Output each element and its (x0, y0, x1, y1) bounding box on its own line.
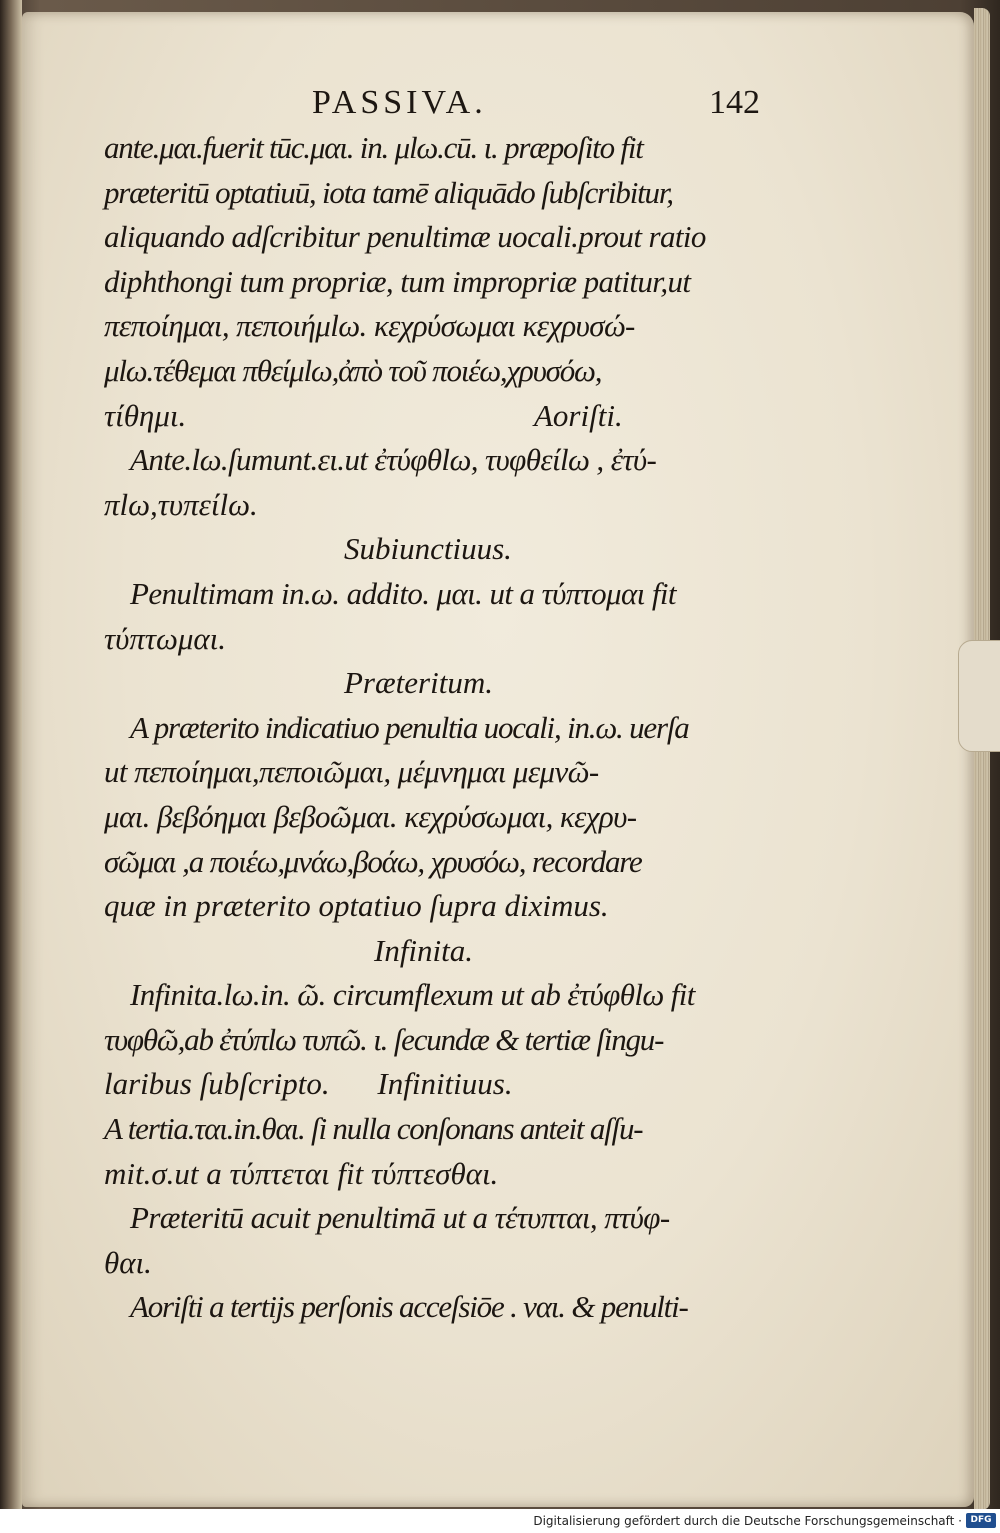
page-header (100, 80, 760, 130)
page-number: 142 (709, 84, 760, 121)
book-spine (0, 0, 22, 1533)
text-line: præteritū optatiuū, iota tamē aliquādo ſubſcribitur, (104, 174, 673, 210)
text-line: quæ in præterito optatiuo ſupra diximus. (104, 888, 609, 924)
section-heading: Infinitiuus. (377, 1066, 513, 1102)
footer-bar (0, 1509, 1000, 1533)
text-line: πlω,τυπείlω. (104, 486, 258, 522)
running-title: PASSIVA. (312, 84, 487, 121)
section-heading: Subiunctiuus. (344, 531, 512, 567)
text-line: Penultimam in.ω. addito. μαι. ut a τύπτομαι fit (130, 575, 676, 611)
text-line: θαι. (104, 1244, 152, 1280)
section-heading: Aoriſti. (534, 397, 623, 433)
body-text (104, 126, 769, 1330)
text-line: τυφθῶ,ab ἐτύπlω τυπῶ. ι. ſecundæ & tertiæ ſingu- (104, 1021, 664, 1057)
text-line: A tertia.ται.in.θαι. ſi nulla conſonans anteit aſſu- (104, 1111, 643, 1147)
text-line: μlω.τέθεμαι πθείμlω,ἀπὸ τοῦ ποιέω,χρυσόω, (104, 352, 602, 388)
page-tab (958, 640, 1000, 752)
text-line: σῶμαι ,a ποιέω,μνάω,βοάω, χρυσόω, recordare (104, 843, 642, 879)
text-line: τύπτωμαι. (104, 620, 227, 656)
text-line: Præteritū acuit penultimā ut a τέτυπται, πτύφ- (130, 1200, 670, 1236)
page-edge (974, 8, 990, 1510)
text-line: μαι. βεβόημαι βεβοῶμαι. κεχρύσωμαι, κεχρυ- (104, 798, 637, 834)
text-line: πεποίημαι, πεποιήμlω. κεχρύσωμαι κεχρυσώ- (104, 308, 635, 344)
dfg-logo-icon: DFG (966, 1513, 996, 1528)
text-line: diphthongi tum propriæ, tum impropriæ patitur,ut (104, 263, 691, 299)
text-fragment: τίθημι. (104, 397, 187, 433)
section-row (104, 1062, 769, 1107)
section-row (104, 394, 769, 439)
text-line: Aoriſti a tertijs perſonis acceſsiōe . ναι. & penulti- (130, 1289, 688, 1325)
text-fragment: laribus ſubſcripto. (104, 1066, 330, 1102)
text-line: Ante.lω.ſumunt.ει.ut ἐτύφθlω, τυφθείlω , ἐτύ- (130, 442, 657, 478)
text-line: ut πεποίημαι,πεποιῶμαι, μέμνημαι μεμνῶ- (104, 754, 599, 790)
text-line: mit.σ.ut a τύπτεται fit τύπτεσθαι. (104, 1155, 499, 1191)
section-heading: Infinita. (374, 932, 474, 968)
text-line: Infinita.lω.in. ῶ. circumflexum ut ab ἐτύφθlω fit (130, 977, 695, 1013)
text-line: aliquando adſcribitur penultimæ uocali.prout ratio (104, 219, 706, 255)
text-line: ante.μαι.fuerit tūc.μαι. in. μlω.cū. ι. præpoſito fit (104, 130, 643, 165)
section-heading: Præteritum. (344, 665, 493, 701)
footer-credit: Digitalisierung gefördert durch die Deutsche Forschungsgemeinschaft · (533, 1514, 962, 1528)
text-line: A præterito indicatiuo penultia uocali, in.ω. uerſa (130, 709, 689, 745)
